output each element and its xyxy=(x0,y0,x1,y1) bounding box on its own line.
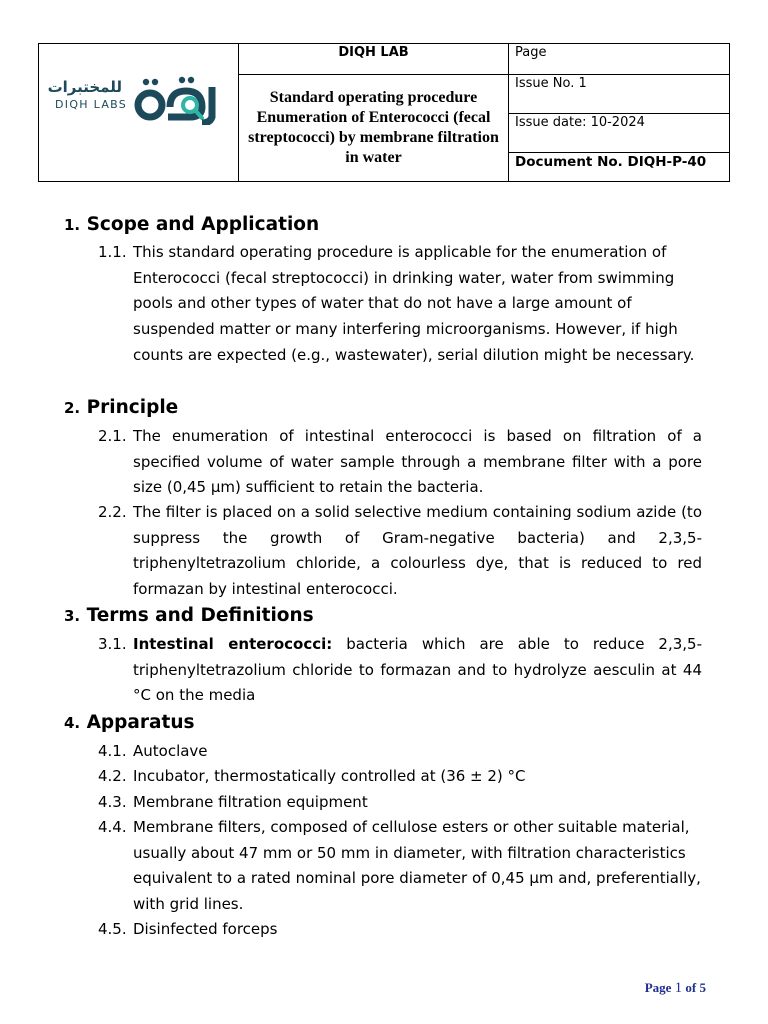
issue-date-cell xyxy=(509,114,730,153)
lab-name-cell xyxy=(239,44,509,75)
title-cell xyxy=(239,75,509,182)
lab-name: DIQH LAB xyxy=(338,45,409,60)
list-item xyxy=(98,632,702,709)
logo-cell xyxy=(39,44,239,182)
item-text: Autoclave xyxy=(133,742,208,760)
list-item xyxy=(98,240,702,369)
logo-mark-icon xyxy=(134,75,224,125)
item-number: 2.2. xyxy=(98,503,127,521)
issue-number: Issue No. 1 xyxy=(515,76,587,91)
section-number: 1. xyxy=(64,216,81,234)
list-item xyxy=(98,917,702,943)
issue-date: Issue date: 10-2024 xyxy=(515,115,645,130)
item-number: 4.1. xyxy=(98,742,127,760)
page-cell xyxy=(509,44,730,75)
section-title: Terms and Definitions xyxy=(86,605,314,626)
item-text: This standard operating procedure is applicable for the enumeration of Enterococci (fecal streptococci) in drinking water, water from swimming pools and other types of water that do not have a large amount of suspended matter or many interfering microorganisms. However, if high counts are expected (e.g., wastewater), serial dilution might be necessary. xyxy=(133,243,695,364)
logo-arabic-text: للمختبرات xyxy=(47,78,122,96)
logo-latin-text: DIQH LABS xyxy=(55,98,128,111)
item-text: The filter is placed on a solid selective medium containing sodium azide (to suppress the growth of Gram-negative bacteria) and 2,3,5-triphenyltetrazolium chloride, a colourless dye, that is reduced to red formazan by intestinal enterococci. xyxy=(133,503,702,599)
list-item xyxy=(98,424,702,501)
section-number: 4. xyxy=(64,714,81,732)
footer-total-pages: 5 xyxy=(699,980,706,995)
section-heading xyxy=(64,712,195,734)
issue-no-cell xyxy=(509,75,730,114)
document-title: Standard operating procedure Enumeration of Enterococci (fecal streptococci) by membrane filtration in water xyxy=(248,89,499,166)
list-item xyxy=(98,815,708,918)
document-header-table xyxy=(38,43,730,182)
item-text: Incubator, thermostatically controlled at (36 ± 2) °C xyxy=(133,767,526,785)
item-text xyxy=(133,632,702,709)
section-title: Scope and Application xyxy=(86,214,320,235)
definition-term: Intestinal enterococci: xyxy=(133,635,333,653)
list-item xyxy=(98,739,702,765)
item-text: Membrane filters, composed of cellulose esters or other suitable material, usually about 47 mm or 50 mm in diameter, with filtration characteristics equivalent to a rated nominal pore diameter of 0,45 µm and, preferentially, with grid lines. xyxy=(133,818,701,914)
section-heading xyxy=(64,214,319,236)
list-item xyxy=(98,500,702,603)
section-title: Apparatus xyxy=(86,712,195,733)
list-item xyxy=(98,790,702,816)
item-number: 4.3. xyxy=(98,793,127,811)
definition-text: bacteria which are able to reduce 2,3,5-triphenyltetrazolium chloride to formazan and to hydrolyze aesculin at 44 °C on the media xyxy=(133,635,702,705)
section-title: Principle xyxy=(86,397,179,418)
item-text: Disinfected forceps xyxy=(133,920,278,938)
page-label: Page xyxy=(515,45,547,60)
company-logo xyxy=(47,71,224,131)
item-number: 3.1. xyxy=(98,635,127,653)
footer-of-word: of xyxy=(685,980,697,995)
item-number: 4.2. xyxy=(98,767,127,785)
item-number: 4.5. xyxy=(98,920,127,938)
section-heading xyxy=(64,605,314,627)
footer-page-word: Page xyxy=(644,980,672,995)
list-item xyxy=(98,764,702,790)
section-heading xyxy=(64,397,178,419)
item-number: 2.1. xyxy=(98,427,127,445)
document-number: Document No. DIQH-P-40 xyxy=(515,154,707,170)
page-footer xyxy=(645,980,706,997)
item-text: The enumeration of intestinal enterococci is based on filtration of a specified volume of water sample through a membrane filter with a pore size (0,45 µm) sufficient to retain the bacteria. xyxy=(133,427,702,497)
section-number: 3. xyxy=(64,607,81,625)
document-number-cell xyxy=(509,153,730,182)
section-number: 2. xyxy=(64,399,81,417)
item-number: 4.4. xyxy=(98,818,127,836)
item-number: 1.1. xyxy=(98,243,127,261)
footer-page-number: 1 xyxy=(674,980,683,996)
item-text: Membrane filtration equipment xyxy=(133,793,368,811)
